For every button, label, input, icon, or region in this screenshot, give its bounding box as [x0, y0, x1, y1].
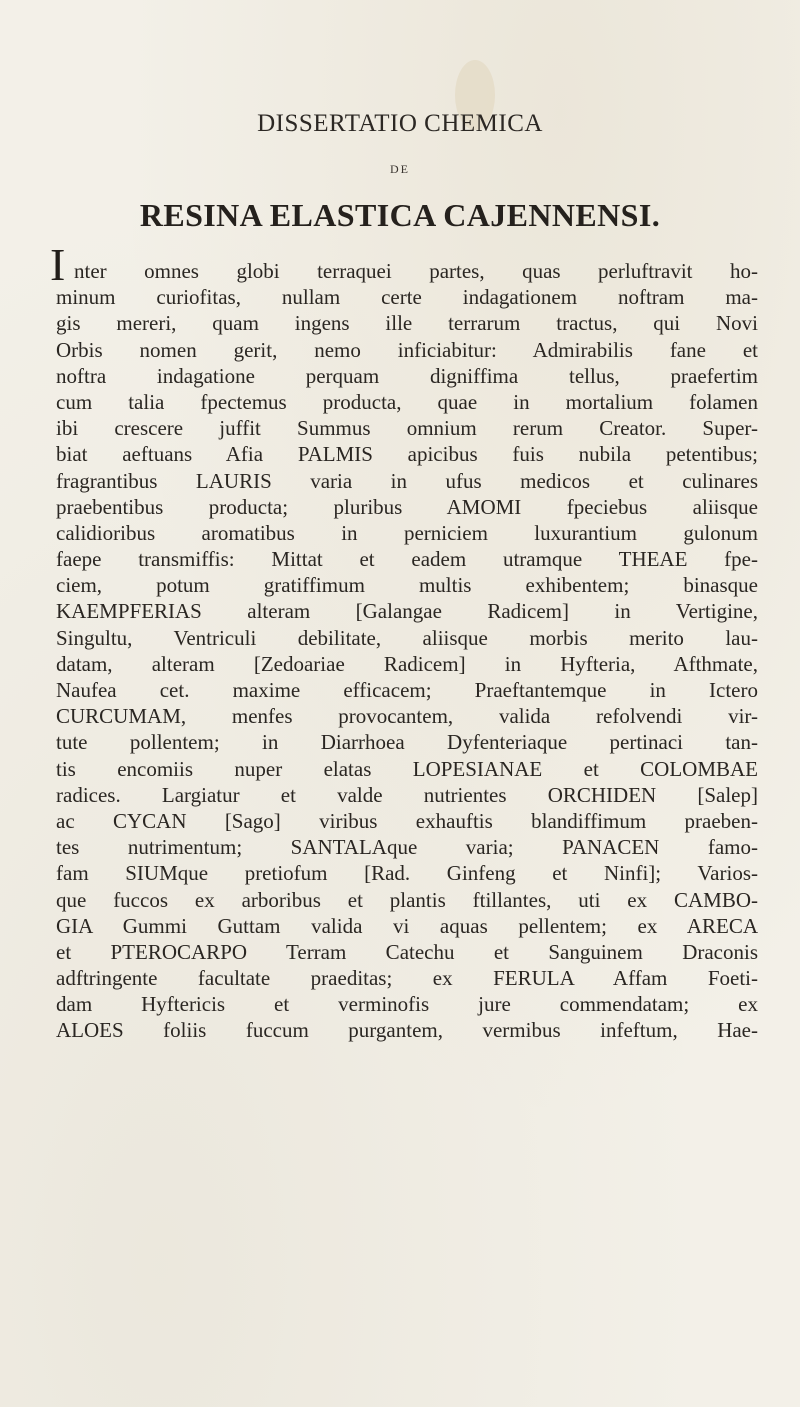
text-line: fam SIUMque pretiofum [Rad. Ginfeng et Ninfi]; Varios-	[56, 861, 758, 886]
body-text	[50, 239, 758, 1044]
text-line: et PTEROCARPO Terram Catechu et Sanguinem Draconis	[56, 939, 758, 964]
text-line: fragrantibus LAURIS varia in ufus medicos et culinares	[56, 468, 758, 493]
header-de: DE	[390, 162, 410, 176]
text-line: dam Hyftericis et verminofis jure commendatam; ex	[56, 992, 758, 1017]
text-line: Naufea cet. maxime efficacem; Praeftantemque in Ictero	[56, 678, 758, 702]
text-line: radices. Largiatur et valde nutrientes ORCHIDEN [Salep]	[56, 782, 758, 807]
initial-letter: I	[50, 239, 66, 290]
text-line: cum talia fpectemus producta, quae in mortalium folamen	[56, 389, 758, 414]
text-line: tes nutrimentum; SANTALAque varia; PANACEN famo-	[56, 835, 758, 860]
text-line: CURCUMAM, menfes provocantem, valida refolvendi vir-	[56, 704, 758, 729]
text-line: ac CYCAN [Sago] viribus exhauftis blandiffimum praeben-	[56, 808, 758, 833]
text-line: Singultu, Ventriculi debilitate, aliisque morbis merito lau-	[56, 625, 758, 650]
first-line-text: nter omnes globi terraquei partes, quas perluftravit ho-	[74, 259, 758, 283]
text-line: KAEMPFERIAS alteram [Galangae Radicem] in Vertigine,	[56, 599, 758, 624]
document-title: RESINA ELASTICA CAJENNENSI.	[139, 197, 661, 233]
text-line: noftra indagatione perquam digniffima tellus, praefertim	[56, 363, 758, 388]
text-line: calidioribus aromatibus in perniciem luxurantium gulonum	[56, 520, 758, 545]
text-line: faepe transmiffis: Mittat et eadem utramque THEAE fpe-	[56, 547, 758, 572]
text-line: datam, alteram [Zedoariae Radicem] in Hyfteria, Afthmate,	[56, 651, 758, 676]
text-line: que fuccos ex arboribus et plantis ftillantes, uti ex CAMBO-	[56, 887, 758, 912]
text-line: ciem, potum gratiffimum multis exhibentem; binasque	[56, 573, 758, 598]
text-line: praebentibus producta; pluribus AMOMI fpeciebus aliisque	[56, 494, 758, 519]
text-line: tute pollentem; in Diarrhoea Dyfenteriaque pertinaci tan-	[56, 730, 758, 755]
text-line: tis encomiis nuper elatas LOPESIANAE et COLOMBAE	[56, 756, 758, 781]
text-line: GIA Gummi Guttam valida vi aquas pellentem; ex ARECA	[56, 913, 758, 938]
header-dissertatio: DISSERTATIO CHEMICA	[257, 110, 543, 137]
text-line: ibi crescere juffit Summus omnium rerum Creator. Super-	[56, 416, 758, 441]
text-line: adftringente facultate praeditas; ex FERULA Affam Foeti-	[56, 966, 758, 991]
text-line: minum curiofitas, nullam certe indagationem noftram ma-	[56, 285, 758, 310]
first-line	[50, 239, 758, 290]
text-line: ALOES foliis fuccum purgantem, vermibus infeftum, Hae-	[56, 1018, 758, 1043]
text-line: Orbis nomen gerit, nemo inficiabitur: Admirabilis fane et	[56, 337, 758, 362]
text-line: biat aeftuans Afia PALMIS apicibus fuis nubila petentibus;	[56, 442, 758, 467]
text-line: gis mereri, quam ingens ille terrarum tractus, qui Novi	[56, 311, 758, 336]
